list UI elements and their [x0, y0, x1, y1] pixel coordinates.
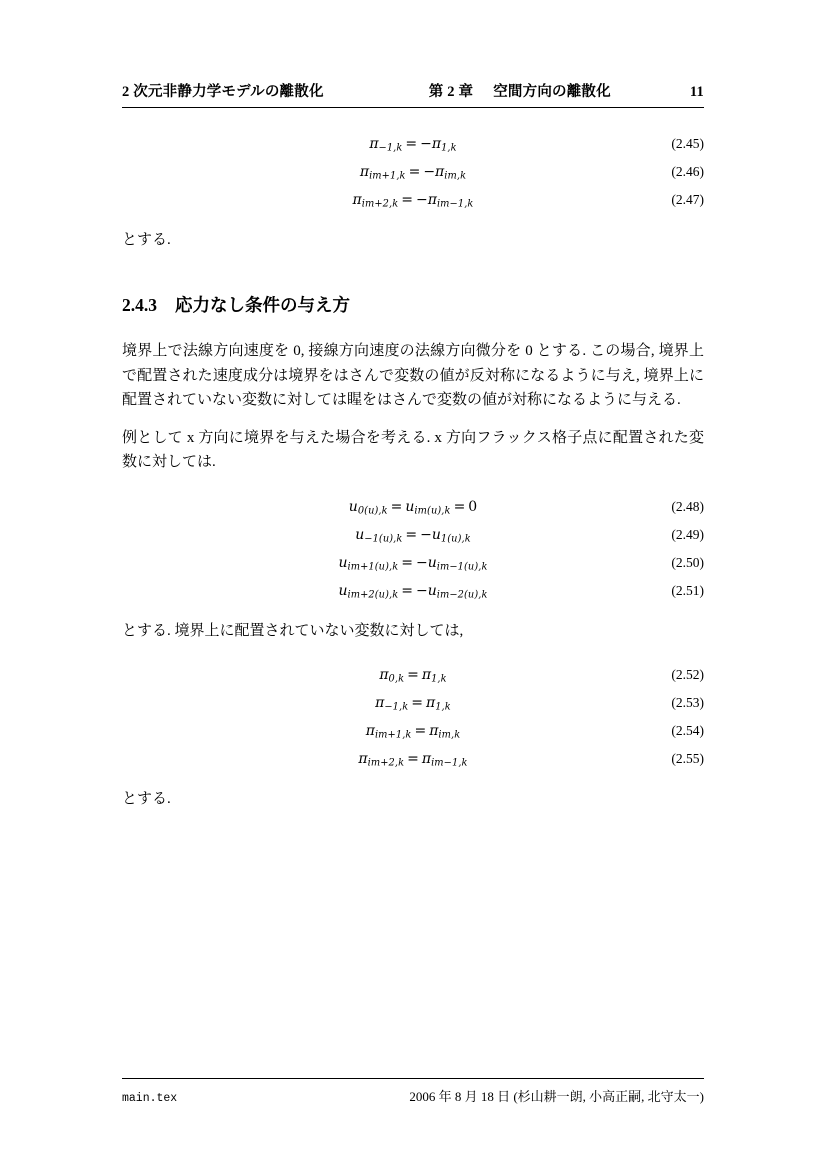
- equation-expression: $u_{-1(u),k} = -u_{1(u),k}$: [355, 526, 471, 545]
- equation-2-52: [122, 661, 704, 689]
- equation-expression: $u_{0(u),k} = u_{im(u),k} = 0$: [348, 498, 478, 517]
- header-book-title: 2 次元非静力学モデルの離散化: [122, 84, 324, 100]
- paragraph-final: とする.: [122, 791, 171, 808]
- equation-expression: $\pi_{im+2,k} = \pi_{im-1,k}$: [358, 751, 468, 769]
- footer-filename: main.tex: [122, 1092, 178, 1105]
- paragraph-1: 境界上で法線方向速度を 0, 接線方向速度の法線方向微分を 0 とする. この場合, 境界上で配置された速度成分は境界をはさんで変数の値が反対称になるように与え, 境界上に配置されていない変数に対しては睲をはさんで変数の値が対称になるように与える.: [122, 343, 704, 408]
- equation-tag: (2.51): [671, 582, 704, 598]
- equation-2-50: [122, 549, 704, 577]
- paragraph-2: 例として x 方向に境界を与えた場合を考える. x 方向フラックス格子点に配置された変数に対しては.: [122, 430, 704, 471]
- equation-2-53: [122, 689, 704, 717]
- equation-expression: $\pi_{im+2,k} = -\pi_{im-1,k}$: [352, 192, 474, 210]
- page-content: [122, 80, 704, 811]
- equation-2-46: [122, 158, 704, 186]
- equation-2-49: [122, 521, 704, 549]
- running-header: [122, 80, 704, 108]
- equation-group-3: [122, 661, 704, 773]
- section-number: 2.4.3: [122, 295, 157, 316]
- header-chapter-number: 第 2 章: [428, 84, 474, 100]
- equation-expression: $\pi_{-1,k} = \pi_{1,k}$: [375, 695, 451, 713]
- page-footer: [122, 1078, 704, 1105]
- section-heading: [122, 292, 704, 317]
- equation-expression: $u_{im+1(u),k} = -u_{im-1(u),k}$: [338, 554, 488, 573]
- equation-tag: (2.49): [671, 526, 704, 542]
- equation-expression: $\pi_{0,k} = \pi_{1,k}$: [379, 667, 447, 685]
- equation-2-48: [122, 493, 704, 521]
- page-number: 11: [689, 84, 704, 100]
- footer-date-authors: 2006 年 8 月 18 日 (杉山耕一朗, 小高正嗣, 北守太一): [409, 1089, 704, 1104]
- equation-expression: $\pi_{im+1,k} = -\pi_{im,k}$: [359, 164, 467, 182]
- equation-tag: (2.45): [671, 136, 704, 151]
- equation-tag: (2.50): [671, 554, 704, 570]
- equation-2-47: [122, 186, 704, 214]
- equation-tag: (2.48): [671, 498, 704, 514]
- equation-expression: $\pi_{im+1,k} = \pi_{im,k}$: [365, 723, 461, 741]
- equation-tag: (2.47): [671, 192, 704, 207]
- equation-expression: $\pi_{-1,k} = -\pi_{1,k}$: [369, 136, 457, 154]
- equation-group-2: [122, 493, 704, 605]
- equation-2-51: [122, 577, 704, 605]
- equation-2-54: [122, 717, 704, 745]
- header-chapter: [324, 80, 690, 101]
- equation-2-45: [122, 130, 704, 158]
- equation-tag: (2.55): [671, 751, 704, 767]
- equation-tag: (2.46): [671, 164, 704, 179]
- section-title: 応力なし条件の与え方: [175, 295, 350, 316]
- equation-tag: (2.54): [671, 723, 704, 739]
- equation-group-1: [122, 130, 704, 214]
- equation-expression: $u_{im+2(u),k} = -u_{im-2(u),k}$: [338, 582, 488, 601]
- equation-tag: (2.53): [671, 695, 704, 711]
- header-chapter-title: 空間方向の離散化: [493, 84, 611, 100]
- paragraph-between: とする. 境界上に配置されていない変数に対しては,: [122, 622, 464, 639]
- paragraph-after-group-1: とする.: [122, 232, 171, 248]
- equation-2-55: [122, 745, 704, 773]
- equation-tag: (2.52): [671, 667, 704, 683]
